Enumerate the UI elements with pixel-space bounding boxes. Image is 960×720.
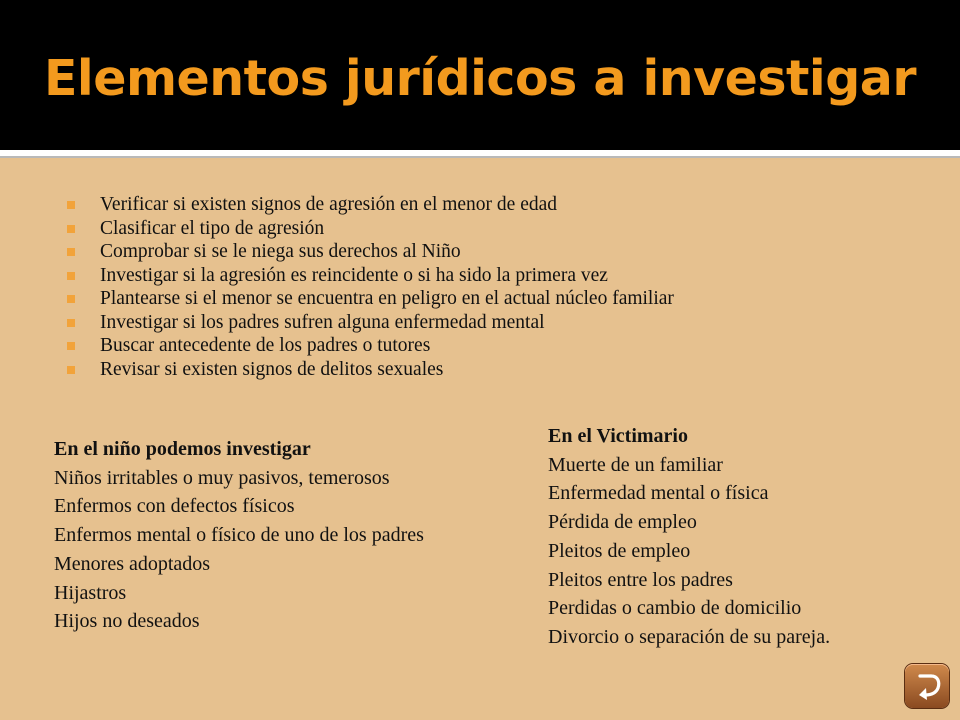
return-arrow-icon: [911, 670, 943, 702]
bullet-item: [66, 264, 674, 288]
square-bullet-icon: [67, 225, 75, 233]
bullet-item: [66, 334, 674, 358]
nino-heading: En el niño podemos investigar: [54, 438, 311, 460]
nino-item: Enfermos mental o físico de uno de los padres: [54, 524, 424, 547]
back-button[interactable]: [905, 664, 949, 708]
square-bullet-icon: [67, 319, 75, 327]
bullet-text: Investigar si los padres sufren alguna enfermedad mental: [100, 311, 545, 333]
bullet-text: Clasificar el tipo de agresión: [100, 217, 325, 239]
bullet-text: Buscar antecedente de los padres o tutores: [100, 335, 431, 356]
bullet-item: [66, 311, 674, 335]
nino-column: [54, 435, 424, 636]
victimario-item: Pérdida de empleo: [548, 511, 697, 534]
title-divider-shadow: [0, 156, 960, 158]
victimario-item: Pleitos entre los padres: [548, 568, 733, 591]
bullet-item: [66, 217, 674, 241]
bullet-item: [66, 193, 674, 217]
bullet-list: [66, 193, 674, 381]
square-bullet-icon: [67, 342, 75, 350]
victimario-heading: En el Victimario: [548, 425, 688, 447]
square-bullet-icon: [67, 201, 75, 209]
square-bullet-icon: [67, 248, 75, 256]
square-bullet-icon: [67, 366, 75, 374]
bullet-item: [66, 287, 674, 311]
nino-item: Enfermos con defectos físicos: [54, 495, 295, 518]
nino-item: Hijastros: [54, 581, 127, 604]
victimario-item: Muerte de un familiar: [548, 453, 723, 476]
nino-item: Hijos no deseados: [54, 610, 200, 633]
victimario-column: [548, 422, 830, 652]
bullet-text: Verificar si existen signos de agresión en el menor de edad: [100, 194, 558, 215]
bullet-item: [66, 240, 674, 264]
bullet-text: Plantearse si el menor se encuentra en peligro en el actual núcleo familiar: [100, 288, 674, 309]
slide-title: Elementos jurídicos a investigar: [43, 50, 917, 107]
bullet-item: [66, 358, 674, 382]
bullet-text: Comprobar si se le niega sus derechos al Niño: [100, 241, 461, 262]
nino-item: Menores adoptados: [54, 552, 211, 575]
victimario-item: Perdidas o cambio de domicilio: [548, 597, 802, 620]
square-bullet-icon: [67, 295, 75, 303]
bullet-text: Investigar si la agresión es reincidente o si ha sido la primera vez: [100, 264, 608, 286]
nino-item: Niños irritables o muy pasivos, temerosos: [54, 466, 390, 489]
victimario-item: Divorcio o separación de su pareja.: [548, 625, 831, 648]
bullet-text: Revisar si existen signos de delitos sexuales: [100, 358, 444, 380]
square-bullet-icon: [67, 272, 75, 280]
victimario-item: Pleitos de empleo: [548, 539, 691, 562]
victimario-item: Enfermedad mental o física: [548, 482, 769, 505]
